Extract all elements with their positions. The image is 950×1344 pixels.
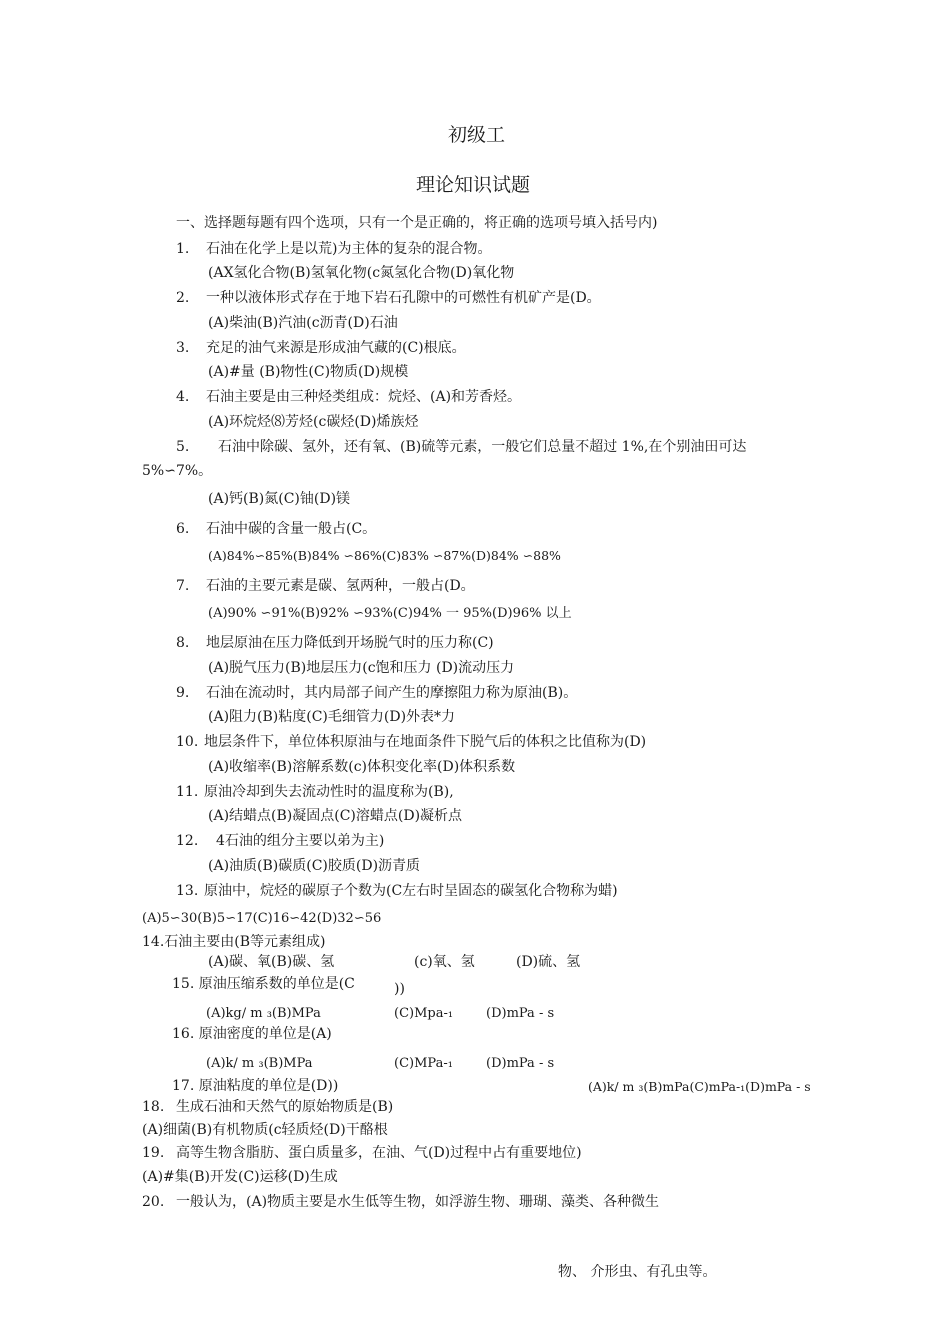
question-options: (A)5∽30(B)5∽17(C)16∽42(D)32∽56 [142, 911, 382, 926]
question-number: 3. [176, 340, 190, 356]
question-options: (A)油质(B)碳质(C)胶质(D)沥青质 [208, 858, 421, 874]
question-stem: 15. 原油压缩系数的单位是(C [172, 976, 355, 992]
question-number: 20. [142, 1194, 165, 1210]
page-title: 初级工 [448, 124, 506, 146]
option-c: (C)MPa-₁ [394, 1056, 453, 1071]
question-stem: 石油在流动时，其内局部子间产生的摩擦阻力称为原油(B)。 [206, 685, 578, 701]
question-number: 18. [142, 1099, 165, 1115]
question-number: 7. [176, 578, 190, 594]
question-options: (A)细菌(B)有机物质(c轻质烃(D)干酪根 [142, 1122, 388, 1138]
question-stem: 地层条件下，单位体积原油与在地面条件下脱气后的体积之比值称为(D) [204, 734, 647, 750]
question-stem: 原油中，烷烃的碳原子个数为(C左右时呈固态的碳氢化合物称为蜡) [204, 883, 618, 899]
question-stem: 16. 原油密度的单位是(A) [172, 1026, 332, 1042]
question-options: (A)阻力(B)粘度(C)毛细管力(D)外表*力 [208, 709, 456, 725]
question-options: (A)结蜡点(B)凝固点(C)溶蜡点(D)凝析点 [208, 808, 463, 824]
question-stem: 14.石油主要由(B等元素组成) [142, 934, 326, 950]
option-c: (C)Mpa-₁ [394, 1006, 454, 1021]
question-number: 10. [176, 734, 199, 750]
question-close-paren: )) [394, 981, 405, 997]
question-stem: 石油的主要元素是碳、氢两种，一般占(D。 [206, 578, 475, 594]
question-stem: 充足的油气来源是形成油气藏的(C)根底。 [206, 340, 466, 356]
question-number: 8. [176, 635, 190, 651]
question-number: 6. [176, 521, 190, 537]
question-options: (A)钙(B)氮(C)铀(D)镁 [208, 491, 351, 507]
option-d: (D)mPa - s [486, 1056, 555, 1071]
question-options: (A)84%∽85%(B)84% ∽86%(C)83% ∽87%(D)84% ∽88% [208, 548, 561, 563]
question-options: (A)90% ∽91%(B)92% ∽93%(C)94% 一 95%(D)96% 以上 [208, 606, 572, 621]
section-intro: 一、选择题每题有四个选项，只有一个是正确的，将正确的选项号填入括号内) [176, 215, 658, 231]
question-stem: 原油冷却到失去流动性时的温度称为(B), [204, 784, 454, 800]
option-c: (c)氧、氢 [414, 954, 475, 970]
question-options: (A)k/ m ₃(B)mPa(C)mPa-₁(D)mPa - s [588, 1079, 811, 1094]
option-d: (D)硫、氢 [516, 954, 581, 970]
question-options: (A)#量 (B)物性(C)物质(D)规模 [208, 364, 409, 380]
question-stem-continuation: 物、 介形虫、有孔虫等。 [558, 1264, 717, 1280]
option-d: (D)mPa - s [486, 1006, 555, 1021]
question-number: 13. [176, 883, 199, 899]
question-stem: 4石油的组分主要以弟为主) [216, 833, 385, 849]
question-stem: 生成石油和天然气的原始物质是(B) [176, 1099, 394, 1115]
question-number: 11. [176, 784, 199, 800]
question-stem: 石油在化学上是以荒)为主体的复杂的混合物。 [206, 241, 492, 257]
question-number: 12. [176, 833, 199, 849]
question-options: (AX氢化合物(B)氢氧化物(c氮氢化合物(D)氧化物 [208, 265, 515, 281]
question-options: (A)柴油(B)汽油(c沥青(D)石油 [208, 315, 398, 331]
question-options: (A)收缩率(B)溶解系数(c)体积变化率(D)体积系数 [208, 759, 516, 775]
question-stem: 一般认为，(A)物质主要是水生低等生物，如浮游生物、珊瑚、藻类、各种微生 [176, 1194, 660, 1210]
question-number: 5. [176, 439, 190, 455]
question-options: (A)环烷烃⑻芳烃(c碳烃(D)烯族烃 [208, 414, 419, 430]
question-number: 19. [142, 1145, 165, 1161]
page-subtitle: 理论知识试题 [416, 174, 531, 196]
question-options: (A)脱气压力(B)地层压力(c饱和压力 (D)流动压力 [208, 660, 515, 676]
question-stem-continuation: 5%∽7%。 [142, 463, 213, 479]
question-number: 4. [176, 389, 190, 405]
question-stem: 地层原油在压力降低到开场脱气时的压力称(C) [206, 635, 494, 651]
option-a-b: (A)kg/ m ₃(B)MPa [206, 1006, 321, 1021]
question-stem: 石油中除碳、氢外，还有氧、(B)硫等元素，一般它们总量不超过 1%,在个别油田可达 [218, 439, 747, 455]
question-stem: 石油主要是由三种烃类组成：烷烃、(A)和芳香烃。 [206, 389, 522, 405]
question-stem: 石油中碳的含量一般占(C。 [206, 521, 377, 537]
question-options: (A)#集(B)开发(C)运移(D)生成 [142, 1169, 338, 1185]
question-number: 1. [176, 241, 190, 257]
question-stem: 高等生物含脂肪、蛋白质量多，在油、气(D)过程中占有重要地位) [176, 1145, 582, 1161]
option-a-b: (A)碳、氧(B)碳、氢 [208, 954, 335, 970]
question-stem: 一种以液体形式存在于地下岩石孔隙中的可燃性有机矿产是(D。 [206, 290, 601, 306]
question-number: 2. [176, 290, 190, 306]
option-a-b: (A)k/ m ₃(B)MPa [206, 1056, 313, 1071]
question-stem: 17. 原油粘度的单位是(D)) [172, 1078, 339, 1094]
question-number: 9. [176, 685, 190, 701]
